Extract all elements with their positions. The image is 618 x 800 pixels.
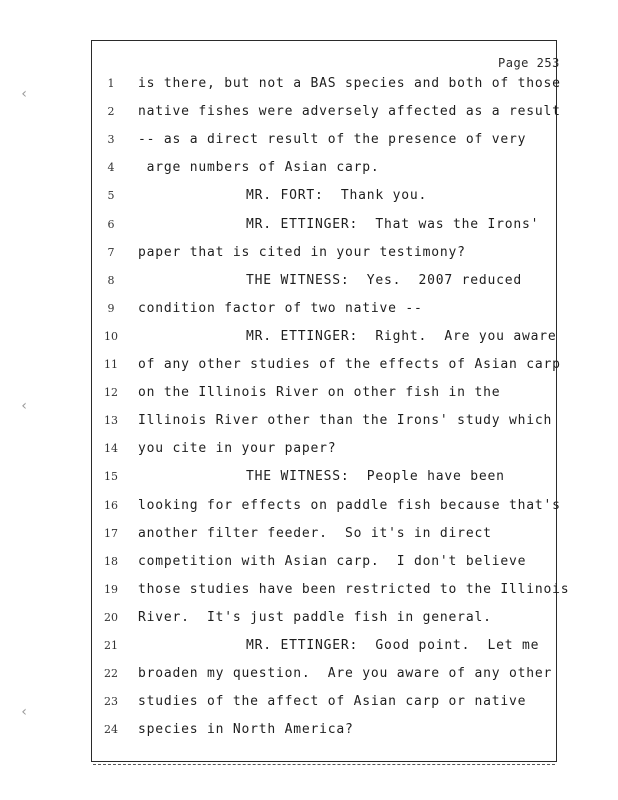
line-text: MR. ETTINGER: That was the Irons': [246, 216, 540, 232]
line-text: those studies have been restricted to the Illinois: [138, 581, 570, 597]
transcript-line: [0, 188, 618, 208]
transcript-line: [0, 469, 618, 489]
line-number: 16: [104, 498, 118, 512]
transcript-line: [0, 329, 618, 349]
line-text: River. It's just paddle fish in general.: [138, 609, 492, 625]
line-text: THE WITNESS: People have been: [246, 469, 505, 485]
line-text: native fishes were adversely affected as a result: [138, 104, 561, 120]
line-number: 5: [107, 189, 115, 203]
transcript-line: [0, 554, 618, 574]
line-number: 12: [104, 386, 118, 400]
transcript-line: [0, 301, 618, 321]
line-number: 19: [104, 582, 118, 596]
line-text: -- as a direct result of the presence of very: [138, 132, 527, 148]
line-text: competition with Asian carp. I don't believe: [138, 553, 527, 569]
line-text: MR. ETTINGER: Right. Are you aware: [246, 328, 557, 344]
transcript-line: [0, 132, 618, 152]
line-number: 3: [107, 133, 115, 147]
transcript-line: [0, 413, 618, 433]
line-number: 13: [104, 414, 118, 428]
line-number: 8: [107, 273, 115, 287]
line-text: on the Illinois River on other fish in the: [138, 385, 501, 401]
line-number: 24: [104, 723, 118, 737]
transcript-line: [0, 582, 618, 602]
line-text: arge numbers of Asian carp.: [138, 160, 380, 176]
margin-mark: ‹: [20, 86, 29, 102]
line-text: looking for effects on paddle fish because that's: [138, 497, 561, 513]
line-number: 15: [104, 470, 118, 484]
bottom-rule: [93, 764, 555, 765]
line-number: 21: [104, 639, 118, 652]
transcript-line: [0, 104, 618, 124]
transcript-line: [0, 526, 618, 546]
transcript-line: [0, 160, 618, 180]
line-text: THE WITNESS: Yes. 2007 reduced: [246, 272, 523, 288]
transcript-line: [0, 245, 618, 265]
line-number: 6: [107, 217, 115, 231]
line-text: another filter feeder. So it's in direct: [138, 525, 492, 541]
line-number: 10: [104, 329, 118, 343]
line-number: 2: [107, 105, 115, 119]
transcript-line: [0, 638, 618, 658]
line-number: 4: [107, 161, 115, 175]
line-number: 11: [104, 358, 118, 371]
transcript-line: [0, 217, 618, 237]
line-text: is there, but not a BAS species and both of those: [138, 76, 561, 91]
margin-mark: ‹: [20, 704, 29, 720]
line-text: species in North America?: [138, 722, 354, 738]
line-text: MR. ETTINGER: Good point. Let me: [246, 638, 540, 653]
line-number: 7: [107, 245, 115, 259]
line-text: condition factor of two native --: [138, 300, 423, 316]
line-number: 22: [104, 667, 118, 681]
line-number: 17: [104, 526, 118, 540]
line-text: broaden my question. Are you aware of any other: [138, 666, 553, 682]
line-number: 9: [107, 301, 115, 315]
transcript-line: [0, 722, 618, 742]
transcript-line: [0, 441, 618, 461]
transcript-line: [0, 610, 618, 630]
transcript-line: [0, 498, 618, 518]
transcript-line: [0, 385, 618, 405]
line-number: 14: [104, 442, 118, 456]
line-text: Illinois River other than the Irons' study which: [138, 413, 553, 429]
margin-mark: ‹: [20, 398, 29, 414]
line-number: 23: [104, 695, 118, 709]
line-text: you cite in your paper?: [138, 441, 337, 457]
line-number: 18: [104, 554, 118, 568]
line-text: MR. FORT: Thank you.: [246, 188, 428, 204]
line-text: studies of the affect of Asian carp or native: [138, 694, 527, 710]
transcript-line: [0, 666, 618, 686]
transcript-line: [0, 357, 618, 377]
page-number: Page 253: [498, 56, 560, 70]
line-number: 20: [104, 610, 118, 624]
line-number: 1: [107, 77, 115, 90]
transcript-line: [0, 273, 618, 293]
transcript-line: [0, 76, 618, 96]
line-text: of any other studies of the effects of Asian carp: [138, 357, 561, 372]
transcript-line: [0, 694, 618, 714]
line-text: paper that is cited in your testimony?: [138, 244, 466, 260]
